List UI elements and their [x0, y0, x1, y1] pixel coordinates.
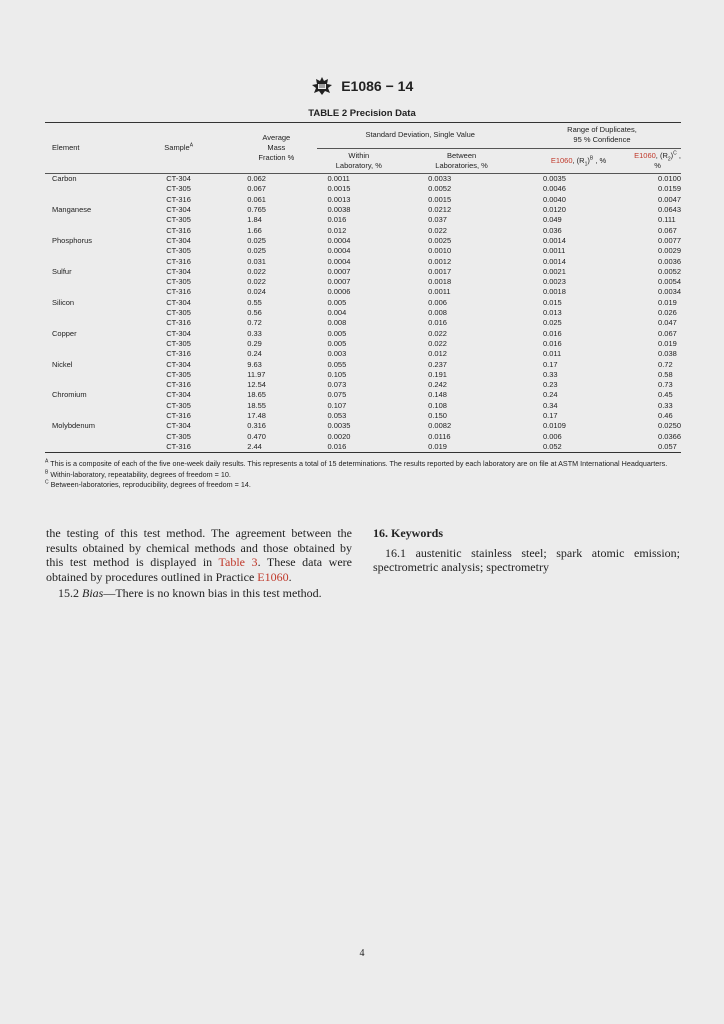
table-cell: 0.0015 [428, 194, 452, 204]
table-row [45, 380, 681, 390]
table-cell: 0.0017 [428, 266, 452, 276]
table-cell: 0.006 [542, 431, 562, 441]
table-cell: 2.44 [235, 442, 317, 453]
table-cell: 0.055 [327, 359, 347, 369]
table-cell: 0.019 [400, 442, 523, 453]
table-cell: CT-305 [166, 400, 191, 410]
table-row [45, 257, 681, 267]
table-cell [45, 401, 146, 411]
table-cell: 0.016 [327, 215, 347, 225]
table-body [45, 174, 681, 453]
table-cell: 0.0010 [428, 246, 452, 256]
table-row [45, 298, 681, 308]
table-cell: 0.016 [542, 328, 562, 338]
table-cell: 0.016 [542, 338, 562, 348]
header-element: Element [45, 123, 146, 174]
table-row [45, 226, 681, 236]
table-cell: 0.105 [327, 369, 347, 379]
table-cell: 0.0014 [542, 256, 566, 266]
table-cell: 0.0033 [428, 174, 452, 184]
table-cell: 0.022 [428, 225, 447, 235]
table-cell: 0.0007 [327, 277, 351, 287]
e1060-practice-link[interactable]: E1060 [257, 569, 289, 584]
table-cell: Sulfur [52, 266, 72, 276]
table-cell: 0.29 [247, 338, 262, 348]
table-cell: 0.17 [542, 411, 558, 421]
table-cell: CT-305 [166, 369, 191, 379]
table-row [45, 329, 681, 339]
table-cell: 0.0012 [428, 256, 452, 266]
table-cell: CT-316 [166, 318, 191, 328]
table-row [45, 349, 681, 359]
table-row [45, 184, 681, 194]
header-within-lab: Within Laboratory, % [317, 148, 400, 174]
table-cell [45, 257, 146, 267]
table-cell [45, 226, 146, 236]
table-row [45, 236, 681, 246]
table-cell: 0.34 [542, 400, 558, 410]
footnote-a: $^A$ This is a composite of each of the five one-week daily results. This represents a total of 15 determinations. The results reported by each laboratory are on file at ASTM International Headquarters. [45, 458, 668, 468]
table-cell: 0.0100 [658, 174, 681, 184]
table-cell: 0.0109 [542, 421, 566, 431]
table-cell: CT-305 [166, 215, 191, 225]
table-cell: 0.0054 [658, 277, 681, 287]
table-row [45, 308, 681, 318]
header-average-mass: Average Mass Fraction % [235, 123, 317, 174]
table-cell: 0.012 [428, 349, 447, 359]
table-cell: 0.108 [428, 400, 447, 410]
table-cell [45, 318, 146, 328]
table-cell: 0.005 [327, 338, 347, 348]
table-3-link[interactable]: Table 3 [218, 555, 258, 570]
table-row [45, 277, 681, 287]
table-cell: 0.038 [658, 349, 677, 359]
table-cell: 0.053 [327, 411, 347, 421]
document-designation: E1086 − 14 [341, 78, 414, 94]
table-cell: CT-304 [166, 205, 191, 215]
table-cell: CT-305 [166, 431, 191, 441]
table-cell: 0.0250 [658, 421, 681, 431]
table-cell [45, 184, 146, 194]
table-cell: CT-316 [146, 442, 235, 453]
table-cell: 0.073 [327, 380, 347, 390]
e1060-link[interactable]: E1060 [550, 155, 573, 165]
table-cell: 0.56 [247, 308, 262, 318]
table-cell: CT-305 [166, 184, 191, 194]
header-range-duplicates: Range of Duplicates, 95 % Confidence [567, 125, 637, 145]
table-cell: 0.470 [247, 431, 266, 441]
table-cell: 0.33 [247, 328, 262, 338]
table-cell: 0.004 [327, 308, 347, 318]
table-cell: 0.067 [658, 328, 677, 338]
table-cell: 0.0052 [428, 184, 452, 194]
table-row [45, 339, 681, 349]
table-cell: 0.111 [658, 215, 676, 225]
table-cell: Chromium [52, 390, 87, 400]
table-cell [45, 411, 146, 421]
table-cell: 0.23 [542, 380, 558, 390]
table-cell: 0.0116 [428, 431, 451, 441]
table-cell: 9.63 [247, 359, 262, 369]
table-cell: 0.0052 [658, 266, 681, 276]
keywords-heading: 16. Keywords [373, 526, 443, 540]
table-row [45, 246, 681, 256]
footnote-c: $^C$ Between-laboratories, reproducibility, degrees of freedom = 14. [45, 479, 251, 489]
table-cell: 0.011 [542, 349, 562, 359]
table-cell: 0.316 [247, 421, 266, 431]
table-row [45, 411, 681, 421]
table-row [45, 370, 681, 380]
table-cell: 0.008 [428, 308, 447, 318]
table-cell: 0.0023 [542, 277, 566, 287]
table-cell [45, 215, 146, 225]
table-cell: Phosphorus [52, 235, 93, 245]
table-cell: 0.58 [658, 369, 673, 379]
table-cell: 11.97 [247, 369, 266, 379]
table-cell: 0.0011 [428, 287, 451, 297]
table-cell: 0.025 [542, 318, 562, 328]
table-cell: 0.0035 [542, 174, 566, 184]
table-row [45, 215, 681, 225]
table-cell: 0.008 [327, 318, 347, 328]
table-cell: 0.0014 [542, 235, 566, 245]
table-cell: CT-304 [166, 328, 191, 338]
table-cell: 0.0643 [658, 205, 681, 215]
table-cell: 0.015 [542, 297, 562, 307]
table-cell: 0.025 [247, 235, 266, 245]
table-cell: CT-316 [166, 256, 191, 266]
table-cell: 0.33 [658, 400, 673, 410]
table-cell: CT-304 [166, 174, 191, 184]
table-cell: 0.0035 [327, 421, 351, 431]
table-cell: 0.237 [428, 359, 447, 369]
table-cell: CT-316 [166, 411, 191, 421]
table-cell: 18.65 [247, 390, 266, 400]
table-cell: 0.022 [428, 328, 447, 338]
table-cell: 0.0020 [327, 431, 351, 441]
table-cell: 0.107 [327, 400, 347, 410]
table-cell: 0.0004 [327, 235, 351, 245]
table-cell: CT-316 [166, 380, 191, 390]
table-cell: 0.0025 [428, 235, 452, 245]
table-cell: 0.0006 [327, 287, 351, 297]
table-cell: 0.0004 [327, 256, 351, 266]
page-header [0, 76, 724, 96]
footnote-b: $^B$ Within-laboratory, repeatability, degrees of freedom = 10. [45, 469, 231, 479]
table-cell: 1.66 [247, 225, 262, 235]
table-cell: 0.0082 [428, 421, 452, 431]
table-cell: CT-304 [166, 359, 191, 369]
table-cell: 0.0029 [658, 246, 681, 256]
table-cell: 0.022 [247, 266, 266, 276]
table-cell: Nickel [52, 359, 73, 369]
table-cell: 0.17 [542, 359, 558, 369]
table-cell: 0.24 [247, 349, 262, 359]
table-cell: CT-316 [166, 349, 191, 359]
table-cell: 0.0047 [658, 194, 681, 204]
table-row [45, 205, 681, 215]
table-cell: CT-305 [166, 277, 191, 287]
table-cell: Silicon [52, 297, 75, 307]
table-cell: 0.0007 [327, 266, 351, 276]
table-cell: 0.047 [658, 318, 677, 328]
table-row [45, 442, 681, 453]
table-cell: 0.150 [428, 411, 447, 421]
table-cell: 0.031 [247, 256, 266, 266]
table-row [45, 360, 681, 370]
table-cell: 17.48 [247, 411, 266, 421]
table-cell: CT-304 [166, 421, 191, 431]
bias-paragraph: 15.2 Bias—There is no known bias in this test method. [58, 586, 322, 601]
table-cell: 0.0034 [658, 287, 681, 297]
table-cell [45, 277, 146, 287]
table-cell: 0.006 [428, 297, 447, 307]
table-cell: 0.0077 [658, 235, 681, 245]
table-cell: 0.0038 [327, 205, 351, 215]
header-standard-deviation: Standard Deviation, Single Value [365, 130, 475, 140]
page-number: 4 [359, 948, 365, 959]
table-cell: 0.026 [658, 308, 677, 318]
agreement-paragraph: the testing of this test method. The agreement between the results obtained by chemical methods and those obtained by this test method is displayed in Table 3. These data were obtained by procedures outlined in Practice E1060. [46, 526, 352, 584]
table-row [45, 267, 681, 277]
table-cell [45, 287, 146, 297]
table-cell: 0.765 [247, 205, 266, 215]
table-cell: 0.049 [542, 215, 562, 225]
table-cell: Copper [52, 328, 77, 338]
table-cell: 0.024 [247, 287, 266, 297]
table-cell [45, 370, 146, 380]
table-cell: 0.052 [523, 442, 634, 453]
table-row [45, 421, 681, 431]
table-cell: 0.46 [658, 411, 673, 421]
left-column [46, 526, 352, 601]
table-cell: 0.0036 [658, 256, 681, 266]
table-row [45, 401, 681, 411]
table-cell: 0.003 [327, 349, 347, 359]
table-cell: 0.022 [247, 277, 266, 287]
table-cell: 0.0120 [542, 205, 566, 215]
header-r2: E1060, $(R_2)^C$ , % [634, 148, 681, 174]
table-cell: 0.0018 [428, 277, 452, 287]
table-cell: 0.0046 [542, 184, 566, 194]
table-cell [45, 246, 146, 256]
table-cell: 0.0021 [542, 266, 566, 276]
table-cell: CT-305 [166, 246, 191, 256]
table-row [45, 432, 681, 442]
table-cell: 0.0004 [327, 246, 351, 256]
table-cell: 0.016 [317, 442, 400, 453]
table-cell: Carbon [52, 174, 77, 184]
table-cell: CT-316 [166, 194, 191, 204]
table-cell: 0.242 [428, 380, 447, 390]
table-cell: CT-304 [166, 266, 191, 276]
e1060-link[interactable]: E1060 [634, 150, 656, 160]
table-cell: 0.022 [428, 338, 447, 348]
precision-data-table [45, 122, 681, 453]
table-cell [45, 339, 146, 349]
table-cell: 0.73 [658, 380, 673, 390]
table-cell [45, 308, 146, 318]
table-cell: 0.062 [247, 174, 266, 184]
table-cell: CT-316 [166, 225, 191, 235]
table-cell: 0.075 [327, 390, 347, 400]
table-row [45, 318, 681, 328]
table-cell: 0.191 [428, 369, 447, 379]
table-cell: 0.013 [542, 308, 562, 318]
table-cell: 0.067 [658, 225, 677, 235]
table-cell: 0.72 [658, 359, 673, 369]
table-cell: 0.061 [247, 194, 266, 204]
table-cell: 0.55 [247, 297, 262, 307]
table-cell [45, 195, 146, 205]
table-row [45, 390, 681, 400]
table-row [45, 195, 681, 205]
table-cell: 0.0366 [658, 431, 681, 441]
header-r1: E1060, $(R_1)^B$ , % [523, 148, 634, 174]
astm-logo-icon [311, 76, 333, 96]
table-cell: 0.037 [428, 215, 447, 225]
table-cell: 0.019 [658, 338, 677, 348]
table-cell: Molybdenum [52, 421, 95, 431]
table-row [45, 287, 681, 297]
table-cell: 0.005 [327, 297, 347, 307]
table-cell: 18.55 [247, 400, 266, 410]
table-cell: 1.84 [247, 215, 262, 225]
table-cell: 0.0018 [542, 287, 566, 297]
keywords-paragraph: 16.1 austenitic stainless steel; spark atomic emission; spectrometric analysis; spectrometry [373, 545, 680, 575]
table-cell: CT-304 [166, 235, 191, 245]
table-cell: 0.33 [542, 369, 558, 379]
header-sample: Sample$^A$ [146, 123, 235, 174]
table-row [45, 174, 681, 185]
right-column [373, 526, 680, 575]
table-cell: 0.019 [658, 297, 677, 307]
table-cell: CT-304 [166, 297, 191, 307]
table-cell [45, 349, 146, 359]
table-cell: 0.0013 [327, 194, 351, 204]
table-cell: 0.0159 [658, 184, 681, 194]
table-cell: 0.24 [542, 390, 558, 400]
table-cell: 0.057 [634, 442, 681, 453]
table-cell: 0.148 [428, 390, 447, 400]
table-cell: CT-304 [166, 390, 191, 400]
table-cell: 0.45 [658, 390, 673, 400]
table-cell [45, 432, 146, 442]
header-between-labs: Between Laboratories, % [400, 148, 523, 174]
table-cell: 0.005 [327, 328, 347, 338]
table-cell: CT-305 [166, 308, 191, 318]
table-title: TABLE 2 Precision Data [308, 108, 416, 119]
table-cell: CT-305 [166, 338, 191, 348]
table-cell [45, 380, 146, 390]
table-cell: 0.0011 [327, 174, 350, 184]
table-cell: 0.0015 [327, 184, 351, 194]
table-cell: 0.0011 [542, 246, 566, 256]
table-cell: 0.012 [327, 225, 347, 235]
table-cell: 0.72 [247, 318, 262, 328]
table-cell: 12.54 [247, 380, 266, 390]
table-cell [45, 442, 146, 453]
table-cell: 0.025 [247, 246, 266, 256]
table-cell: 0.0212 [428, 205, 452, 215]
table-cell: 0.036 [542, 225, 562, 235]
table-cell: 0.067 [247, 184, 266, 194]
table-cell: CT-316 [166, 287, 191, 297]
table-cell: Manganese [52, 205, 92, 215]
table-cell: 0.0040 [542, 194, 566, 204]
table-footnotes [45, 459, 681, 491]
table-cell: 0.016 [428, 318, 447, 328]
